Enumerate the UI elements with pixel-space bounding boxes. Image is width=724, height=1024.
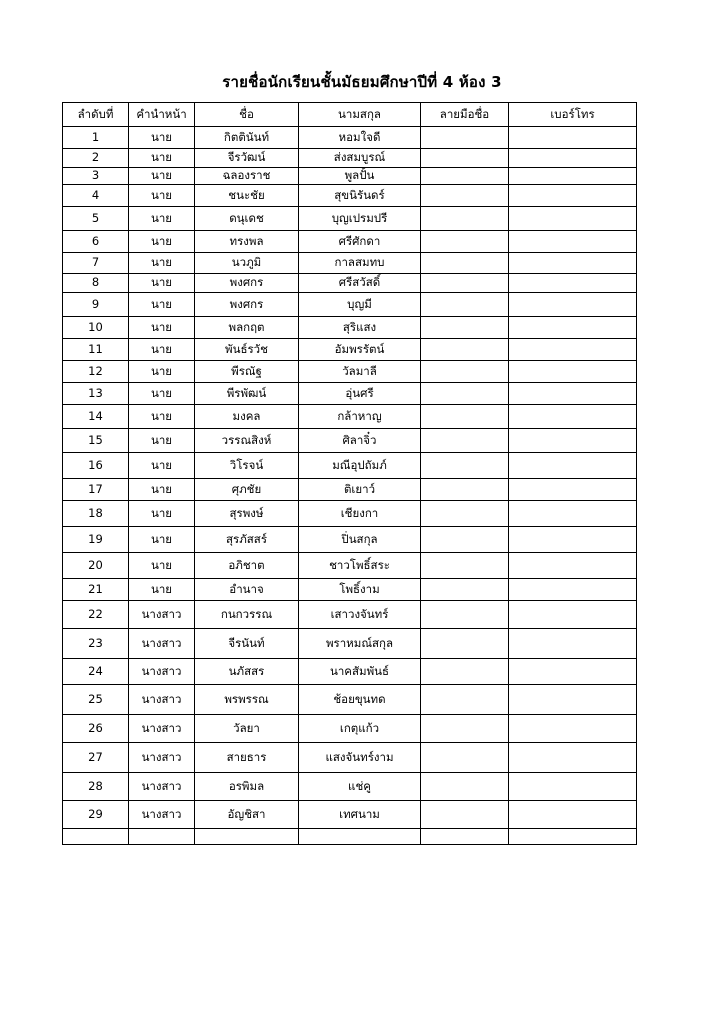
table-row [63, 149, 637, 168]
cell-first-name: ฉลองราช [195, 168, 299, 185]
table-row [63, 293, 637, 317]
cell-signature[interactable] [421, 453, 509, 479]
cell-phone[interactable] [509, 339, 637, 361]
cell-last-name [299, 829, 421, 845]
cell-first-name: พรพรรณ [195, 685, 299, 715]
cell-first-name [195, 829, 299, 845]
cell-prefix: นาย [129, 253, 195, 274]
column-header-phone: เบอร์โทร [509, 103, 637, 127]
cell-phone[interactable] [509, 743, 637, 773]
cell-prefix: นาย [129, 553, 195, 579]
cell-signature[interactable] [421, 829, 509, 845]
table-row [63, 659, 637, 685]
table-row [63, 274, 637, 293]
cell-first-name: ทรงพล [195, 231, 299, 253]
cell-number: 14 [63, 405, 129, 429]
cell-prefix: นาย [129, 185, 195, 207]
cell-first-name: สุรภัสสร์ [195, 527, 299, 553]
cell-signature[interactable] [421, 185, 509, 207]
cell-number: 28 [63, 773, 129, 801]
cell-prefix: นาย [129, 527, 195, 553]
cell-number: 8 [63, 274, 129, 293]
cell-last-name: อัมพรรัตน์ [299, 339, 421, 361]
cell-phone[interactable] [509, 553, 637, 579]
cell-last-name: สุขนิรันดร์ [299, 185, 421, 207]
cell-last-name: เสาวงจันทร์ [299, 601, 421, 629]
cell-signature[interactable] [421, 231, 509, 253]
cell-prefix: นางสาว [129, 773, 195, 801]
cell-first-name: อภิชาต [195, 553, 299, 579]
cell-prefix: นาย [129, 453, 195, 479]
cell-number: 17 [63, 479, 129, 501]
cell-signature[interactable] [421, 773, 509, 801]
cell-last-name: ศิลาจิ๋ว [299, 429, 421, 453]
cell-prefix: นาย [129, 383, 195, 405]
cell-prefix: นาย [129, 231, 195, 253]
cell-prefix: นาย [129, 293, 195, 317]
cell-prefix: นาย [129, 339, 195, 361]
cell-signature[interactable] [421, 629, 509, 659]
cell-first-name: มงคล [195, 405, 299, 429]
cell-last-name: ปิ่นสกุล [299, 527, 421, 553]
cell-phone[interactable] [509, 207, 637, 231]
cell-phone[interactable] [509, 773, 637, 801]
cell-number: 23 [63, 629, 129, 659]
table-body [63, 127, 637, 845]
cell-phone[interactable] [509, 429, 637, 453]
cell-signature[interactable] [421, 168, 509, 185]
cell-first-name: นภัสสร [195, 659, 299, 685]
cell-number: 22 [63, 601, 129, 629]
cell-last-name: บุญมี [299, 293, 421, 317]
cell-last-name: กล้าหาญ [299, 405, 421, 429]
cell-last-name: โพธิ์งาม [299, 579, 421, 601]
cell-last-name: แสงจันทร์งาม [299, 743, 421, 773]
cell-prefix: นางสาว [129, 715, 195, 743]
cell-number: 19 [63, 527, 129, 553]
cell-prefix: นาย [129, 168, 195, 185]
cell-number: 2 [63, 149, 129, 168]
table-row [63, 429, 637, 453]
cell-phone[interactable] [509, 629, 637, 659]
cell-phone[interactable] [509, 501, 637, 527]
cell-number: 11 [63, 339, 129, 361]
cell-first-name: พลกฤต [195, 317, 299, 339]
cell-signature[interactable] [421, 601, 509, 629]
cell-signature[interactable] [421, 429, 509, 453]
table-row [63, 361, 637, 383]
cell-last-name: กาลสมทบ [299, 253, 421, 274]
cell-first-name: ชนะชัย [195, 185, 299, 207]
table-row [63, 829, 637, 845]
cell-number: 20 [63, 553, 129, 579]
cell-last-name: ติเยาว์ [299, 479, 421, 501]
cell-first-name: กิตตินันท์ [195, 127, 299, 149]
cell-last-name: นาคสัมพันธ์ [299, 659, 421, 685]
table-row [63, 253, 637, 274]
table-row [63, 207, 637, 231]
cell-signature[interactable] [421, 207, 509, 231]
table-header-row [63, 103, 637, 127]
cell-first-name: จีรนันท์ [195, 629, 299, 659]
cell-phone[interactable] [509, 453, 637, 479]
cell-signature[interactable] [421, 274, 509, 293]
cell-signature[interactable] [421, 479, 509, 501]
cell-last-name: อุ่นศรี [299, 383, 421, 405]
table-row [63, 601, 637, 629]
cell-prefix: นางสาว [129, 629, 195, 659]
cell-phone[interactable] [509, 293, 637, 317]
cell-number: 16 [63, 453, 129, 479]
cell-first-name: ศุภชัย [195, 479, 299, 501]
cell-first-name: อรพิมล [195, 773, 299, 801]
cell-number: 10 [63, 317, 129, 339]
cell-signature[interactable] [421, 579, 509, 601]
table-row [63, 629, 637, 659]
cell-prefix: นาย [129, 274, 195, 293]
cell-phone[interactable] [509, 405, 637, 429]
cell-number: 6 [63, 231, 129, 253]
cell-last-name: พูลปั้น [299, 168, 421, 185]
cell-phone[interactable] [509, 715, 637, 743]
cell-prefix: นาย [129, 405, 195, 429]
cell-phone[interactable] [509, 361, 637, 383]
cell-phone[interactable] [509, 479, 637, 501]
table-row [63, 168, 637, 185]
column-header-number: ลำดับที่ [63, 103, 129, 127]
cell-number: 26 [63, 715, 129, 743]
cell-last-name: ส่งสมบูรณ์ [299, 149, 421, 168]
cell-last-name: พราหมณ์สกุล [299, 629, 421, 659]
cell-phone[interactable] [509, 829, 637, 845]
cell-last-name: ศรีสวัสดิ์ [299, 274, 421, 293]
page-title: รายชื่อนักเรียนชั้นมัธยมศึกษาปีที่ 4 ห้อง 3 [222, 73, 502, 91]
table-row [63, 453, 637, 479]
cell-last-name: ศรีศักดา [299, 231, 421, 253]
cell-number: 15 [63, 429, 129, 453]
cell-first-name: วัลยา [195, 715, 299, 743]
table-row [63, 339, 637, 361]
table-row [63, 801, 637, 829]
cell-prefix: นาย [129, 479, 195, 501]
cell-phone[interactable] [509, 801, 637, 829]
cell-number: 12 [63, 361, 129, 383]
cell-number: 29 [63, 801, 129, 829]
cell-first-name: สายธาร [195, 743, 299, 773]
cell-phone[interactable] [509, 685, 637, 715]
cell-signature[interactable] [421, 293, 509, 317]
cell-last-name: ช้อยขุนทด [299, 685, 421, 715]
table-row [63, 773, 637, 801]
cell-last-name: เทศนาม [299, 801, 421, 829]
column-header-prefix: คำนำหน้า [129, 103, 195, 127]
cell-prefix [129, 829, 195, 845]
cell-phone[interactable] [509, 149, 637, 168]
cell-number: 18 [63, 501, 129, 527]
cell-first-name: นวภูมิ [195, 253, 299, 274]
cell-prefix: นางสาว [129, 601, 195, 629]
cell-phone[interactable] [509, 168, 637, 185]
cell-number [63, 829, 129, 845]
cell-signature[interactable] [421, 253, 509, 274]
cell-last-name: เกตุแก้ว [299, 715, 421, 743]
cell-first-name: วรรณสิงห์ [195, 429, 299, 453]
cell-first-name: พีรพัฒน์ [195, 383, 299, 405]
cell-number: 27 [63, 743, 129, 773]
cell-number: 25 [63, 685, 129, 715]
cell-signature[interactable] [421, 801, 509, 829]
cell-last-name: วัลมาลี [299, 361, 421, 383]
table-row [63, 527, 637, 553]
cell-first-name: พงศกร [195, 293, 299, 317]
cell-number: 24 [63, 659, 129, 685]
cell-number: 13 [63, 383, 129, 405]
table-row [63, 685, 637, 715]
table-row [63, 743, 637, 773]
cell-signature[interactable] [421, 685, 509, 715]
cell-phone[interactable] [509, 579, 637, 601]
cell-signature[interactable] [421, 149, 509, 168]
table-row [63, 383, 637, 405]
cell-signature[interactable] [421, 127, 509, 149]
cell-first-name: วิโรจน์ [195, 453, 299, 479]
cell-number: 4 [63, 185, 129, 207]
cell-signature[interactable] [421, 339, 509, 361]
cell-last-name: เชียงกา [299, 501, 421, 527]
cell-prefix: นาย [129, 501, 195, 527]
cell-phone[interactable] [509, 231, 637, 253]
cell-last-name: แช่คู [299, 773, 421, 801]
cell-signature[interactable] [421, 527, 509, 553]
cell-signature[interactable] [421, 361, 509, 383]
cell-number: 9 [63, 293, 129, 317]
cell-prefix: นาย [129, 361, 195, 383]
cell-prefix: นาย [129, 127, 195, 149]
cell-number: 5 [63, 207, 129, 231]
cell-first-name: พันธ์รวัช [195, 339, 299, 361]
cell-first-name: ดนุเดช [195, 207, 299, 231]
column-header-last-name: นามสกุล [299, 103, 421, 127]
cell-first-name: สุรพงษ์ [195, 501, 299, 527]
cell-number: 3 [63, 168, 129, 185]
table-row [63, 317, 637, 339]
cell-last-name: ชาวโพธิ์สระ [299, 553, 421, 579]
cell-signature[interactable] [421, 659, 509, 685]
cell-number: 21 [63, 579, 129, 601]
cell-prefix: นางสาว [129, 801, 195, 829]
cell-phone[interactable] [509, 317, 637, 339]
cell-phone[interactable] [509, 659, 637, 685]
cell-prefix: นางสาว [129, 685, 195, 715]
cell-prefix: นาย [129, 579, 195, 601]
cell-first-name: กนกวรรณ [195, 601, 299, 629]
cell-prefix: นาย [129, 149, 195, 168]
cell-phone[interactable] [509, 127, 637, 149]
cell-signature[interactable] [421, 743, 509, 773]
cell-phone[interactable] [509, 383, 637, 405]
cell-first-name: พีรณัฐ [195, 361, 299, 383]
column-header-signature: ลายมือชื่อ [421, 103, 509, 127]
cell-prefix: นาย [129, 207, 195, 231]
table-row [63, 405, 637, 429]
table-row [63, 231, 637, 253]
cell-number: 1 [63, 127, 129, 149]
cell-phone[interactable] [509, 274, 637, 293]
cell-prefix: นาย [129, 429, 195, 453]
cell-prefix: นางสาว [129, 743, 195, 773]
table-row [63, 715, 637, 743]
cell-first-name: อำนาจ [195, 579, 299, 601]
cell-number: 7 [63, 253, 129, 274]
table-row [63, 553, 637, 579]
cell-prefix: นาย [129, 317, 195, 339]
table-row [63, 479, 637, 501]
cell-last-name: บุญเปรมปรี [299, 207, 421, 231]
cell-first-name: จีรวัฒน์ [195, 149, 299, 168]
cell-phone[interactable] [509, 185, 637, 207]
column-header-first-name: ชื่อ [195, 103, 299, 127]
cell-phone[interactable] [509, 253, 637, 274]
cell-signature[interactable] [421, 317, 509, 339]
cell-prefix: นางสาว [129, 659, 195, 685]
cell-last-name: สุริแสง [299, 317, 421, 339]
table-row [63, 501, 637, 527]
cell-signature[interactable] [421, 553, 509, 579]
cell-last-name: หอมใจดี [299, 127, 421, 149]
table-row [63, 579, 637, 601]
student-roster-table [62, 102, 637, 845]
cell-signature[interactable] [421, 405, 509, 429]
cell-last-name: มณีอุปถัมภ์ [299, 453, 421, 479]
cell-phone[interactable] [509, 601, 637, 629]
cell-phone[interactable] [509, 527, 637, 553]
cell-signature[interactable] [421, 715, 509, 743]
cell-signature[interactable] [421, 501, 509, 527]
table-row [63, 185, 637, 207]
cell-first-name: พงศกร [195, 274, 299, 293]
cell-signature[interactable] [421, 383, 509, 405]
cell-first-name: อัญชิสา [195, 801, 299, 829]
table-row [63, 127, 637, 149]
